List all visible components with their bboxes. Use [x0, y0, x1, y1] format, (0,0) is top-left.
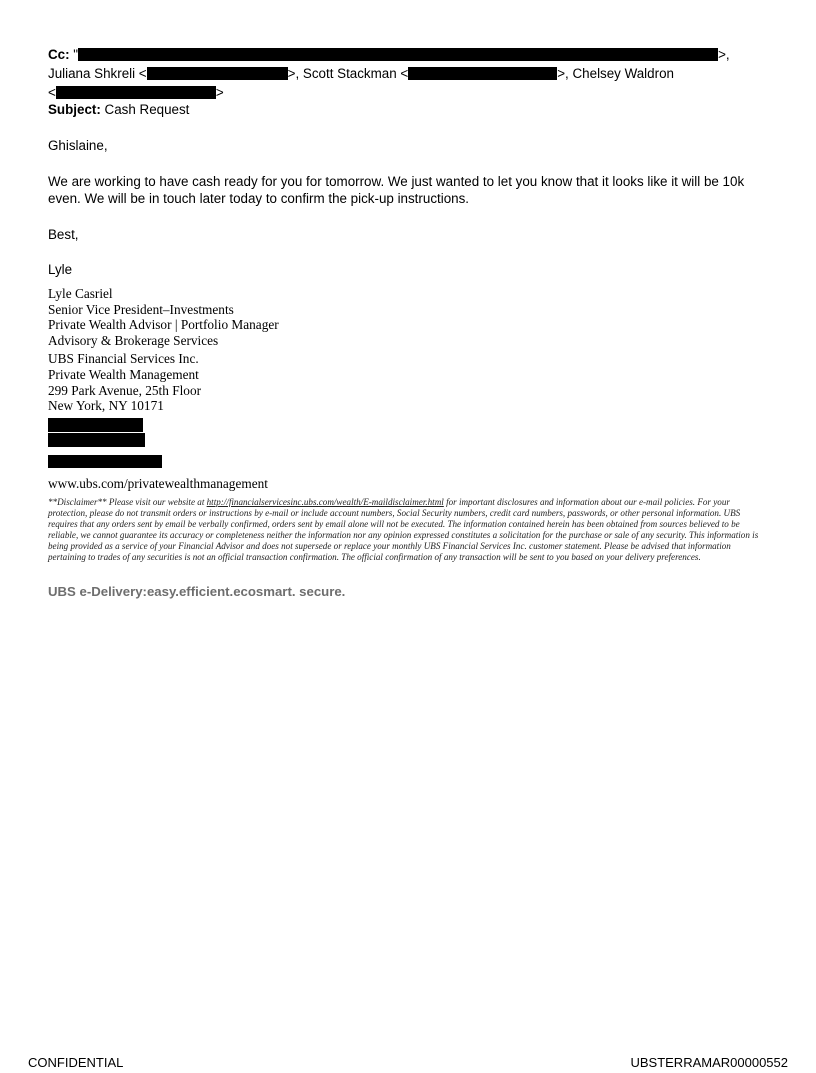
redaction: [48, 418, 143, 432]
signature-block: [48, 286, 279, 414]
recipients-line: [48, 66, 674, 81]
edelivery-tagline: UBS e-Delivery:easy.efficient.ecosmart. secure.: [48, 584, 346, 599]
redaction: [147, 67, 288, 80]
disclaimer-link[interactable]: http://financialservicesinc.ubs.com/wealth/E-maildisclaimer.html: [206, 497, 444, 507]
body-text: We are working to have cash ready for you for tomorrow. We just wanted to let you know that it looks like it will be 10k: [48, 174, 745, 189]
separator: >,: [557, 66, 573, 81]
recipients-line-3: [48, 85, 224, 100]
sig-title: Senior Vice President–Investments: [48, 301, 234, 317]
recipient-name: Chelsey Waldron: [572, 66, 674, 81]
redaction: [56, 86, 216, 99]
confidential-label: CONFIDENTIAL: [28, 1055, 124, 1070]
sig-address: New York, NY 10171: [48, 398, 164, 414]
subject-label: Subject:: [48, 102, 101, 117]
sig-division: Private Wealth Management: [48, 366, 199, 382]
subject-value: Cash Request: [100, 102, 190, 117]
disclaimer-text: for important disclosures and information about our e-mail policies. For your protection, please do not transmit orders or instructions by e-mail or include account numbers, Social Security numbers, credit card numbers, passwords, or other personal information. UBS requires that any orders sent by email be verbally confirmed, orders sent by email alone will not be executed. The information contained herein has been obtained from sources believed to be reliable, we cannot guarantee its accuracy or completeness neither the information nor any opinion expressed constitutes a solicitation for the purchase or sale of any security. This information is being provided as a service of your Financial Advisor and does not supersede or replace your monthly UBS Financial Services Inc. customer statement. Please be advised that information pertaining to trades of any securities is not an official transaction confirmation. The official confirmation of any transaction will be sent to you based on your delivery preferences.: [48, 497, 759, 563]
closing: Best,: [48, 227, 79, 242]
cc-label: Cc:: [48, 47, 70, 62]
bracket: <: [48, 85, 56, 100]
sig-name: Lyle Casriel: [48, 286, 113, 301]
bates-number: UBSTERRAMAR00000552: [630, 1055, 788, 1070]
sign-off: Lyle: [48, 262, 73, 277]
body-text: even. We will be in touch later today to confirm the pick-up instructions.: [48, 191, 470, 206]
sig-address: 299 Park Avenue, 25th Floor: [48, 382, 202, 398]
recipient-name: Scott Stackman <: [302, 66, 409, 81]
recipient-name: Juliana Shkreli <: [48, 66, 147, 81]
cc-quote: ": [69, 47, 79, 62]
redaction: [408, 67, 557, 80]
separator: >,: [287, 66, 303, 81]
cc-line: [48, 47, 730, 62]
sig-title: Advisory & Brokerage Services: [48, 332, 219, 348]
greeting: Ghislaine,: [48, 138, 108, 153]
disclaimer-prefix: **Disclaimer** Please visit our website at: [48, 497, 207, 507]
subject-line: [48, 102, 189, 117]
redaction: [48, 433, 145, 447]
sig-company: UBS Financial Services Inc.: [48, 351, 199, 367]
cc-close: >,: [718, 47, 730, 62]
website-link[interactable]: www.ubs.com/privatewealthmanagement: [48, 476, 268, 491]
redaction: [48, 455, 162, 468]
disclaimer: [48, 497, 770, 564]
redaction: [78, 48, 718, 61]
sig-title: Private Wealth Advisor | Portfolio Manager: [48, 317, 279, 333]
bracket: >: [215, 85, 224, 100]
